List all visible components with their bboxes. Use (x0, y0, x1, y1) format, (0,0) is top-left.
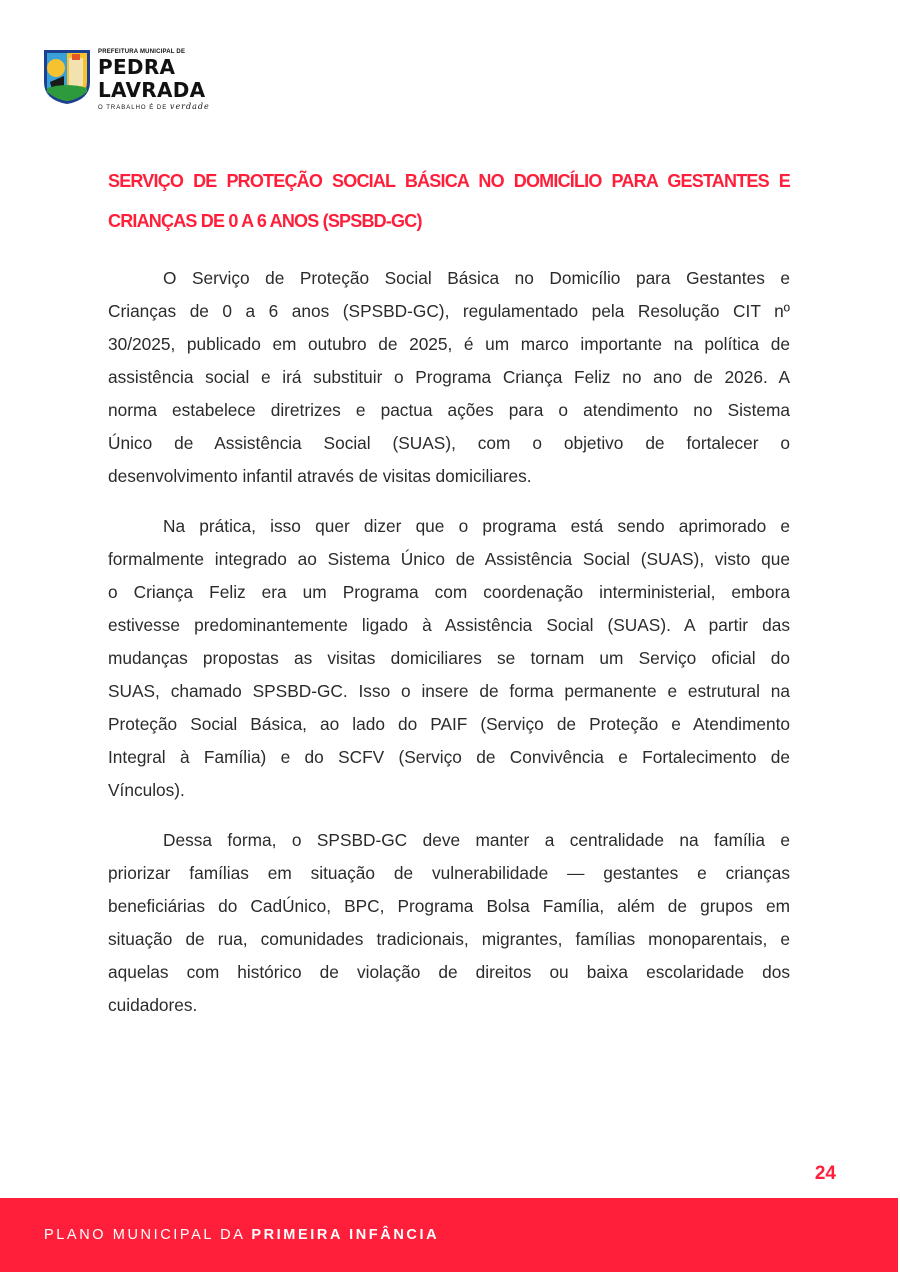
paragraph-line: mudanças propostas as visitas domiciliares se tornam um Serviço oficial do (108, 648, 790, 668)
paragraph-line: situação de rua, comunidades tradicionais, migrantes, famílias monoparentais, e (108, 929, 790, 949)
footer-bar (0, 1198, 898, 1272)
paragraph-line: cuidadores. (108, 995, 198, 1015)
paragraph-line: desenvolvimento infantil através de visitas domiciliares. (108, 466, 532, 486)
paragraph-line: 30/2025, publicado em outubro de 2025, é um marco importante na política de (108, 334, 790, 354)
paragraph-line: Único de Assistência Social (SUAS), com o objetivo de fortalecer o (108, 433, 790, 453)
title-line: CRIANÇAS DE 0 A 6 ANOS (SPSBD-GC) (108, 211, 422, 231)
paragraph-line: Integral à Família) e do SCFV (Serviço de Convivência e Fortalecimento de (108, 747, 790, 767)
paragraph-line: aquelas com histórico de violação de direitos ou baixa escolaridade dos (108, 962, 790, 982)
paragraph-line: Vínculos). (108, 780, 185, 800)
paragraph-line: formalmente integrado ao Sistema Único de Assistência Social (SUAS), visto que (108, 549, 790, 569)
paragraph-line: assistência social e irá substituir o Programa Criança Feliz no ano de 2026. A (108, 367, 790, 387)
logo-top-line: PREFEITURA MUNICIPAL DE (98, 49, 186, 55)
logo-name-line1: PEDRA (98, 55, 176, 79)
paragraph-line: Na prática, isso quer dizer que o programa está sendo aprimorado e (163, 516, 790, 536)
paragraph-line: priorizar famílias em situação de vulnerabilidade — gestantes e crianças (108, 863, 790, 883)
footer-emphasis: PRIMEIRA INFÂNCIA (251, 1227, 440, 1243)
paragraph-line: norma estabelece diretrizes e pactua ações para o atendimento no Sistema (108, 400, 790, 420)
logo-name-line2: LAVRADA (98, 78, 206, 102)
paragraph-line: Crianças de 0 a 6 anos (SPSBD-GC), regulamentado pela Resolução CIT nº (108, 301, 790, 321)
paragraph-line: Dessa forma, o SPSBD-GC deve manter a centralidade na família e (163, 830, 790, 850)
body-text (108, 262, 790, 1039)
logo-tagline-text: O TRABALHO É DE (98, 105, 168, 111)
paragraph-line: estivesse predominantemente ligado à Assistência Social (SUAS). A partir das (108, 615, 790, 635)
logo-tagline (98, 102, 210, 113)
paragraph (108, 262, 790, 493)
title-line: SERVIÇO DE PROTEÇÃO SOCIAL BÁSICA NO DOMICÍLIO PARA GESTANTES E (108, 171, 790, 191)
paragraph-line: O Serviço de Proteção Social Básica no Domicílio para Gestantes e (163, 268, 790, 288)
paragraph (108, 824, 790, 1022)
paragraph-line: o Criança Feliz era um Programa com coordenação interministerial, embora (108, 582, 790, 602)
paragraph-line: SUAS, chamado SPSBD-GC. Isso o insere de forma permanente e estrutural na (108, 681, 790, 701)
paragraph (108, 510, 790, 807)
section-title (108, 166, 790, 246)
logo-tagline-script: verdade (169, 102, 210, 111)
coat-of-arms-icon (42, 48, 92, 106)
paragraph-line: Proteção Social Básica, ao lado do PAIF (Serviço de Proteção e Atendimento (108, 714, 790, 734)
page-number: 24 (814, 1163, 836, 1184)
footer-title (44, 1227, 439, 1243)
paragraph-line: beneficiárias do CadÚnico, BPC, Programa Bolsa Família, além de grupos em (108, 896, 790, 916)
municipality-logo (42, 48, 210, 113)
footer-prefix: PLANO MUNICIPAL DA (44, 1227, 252, 1243)
